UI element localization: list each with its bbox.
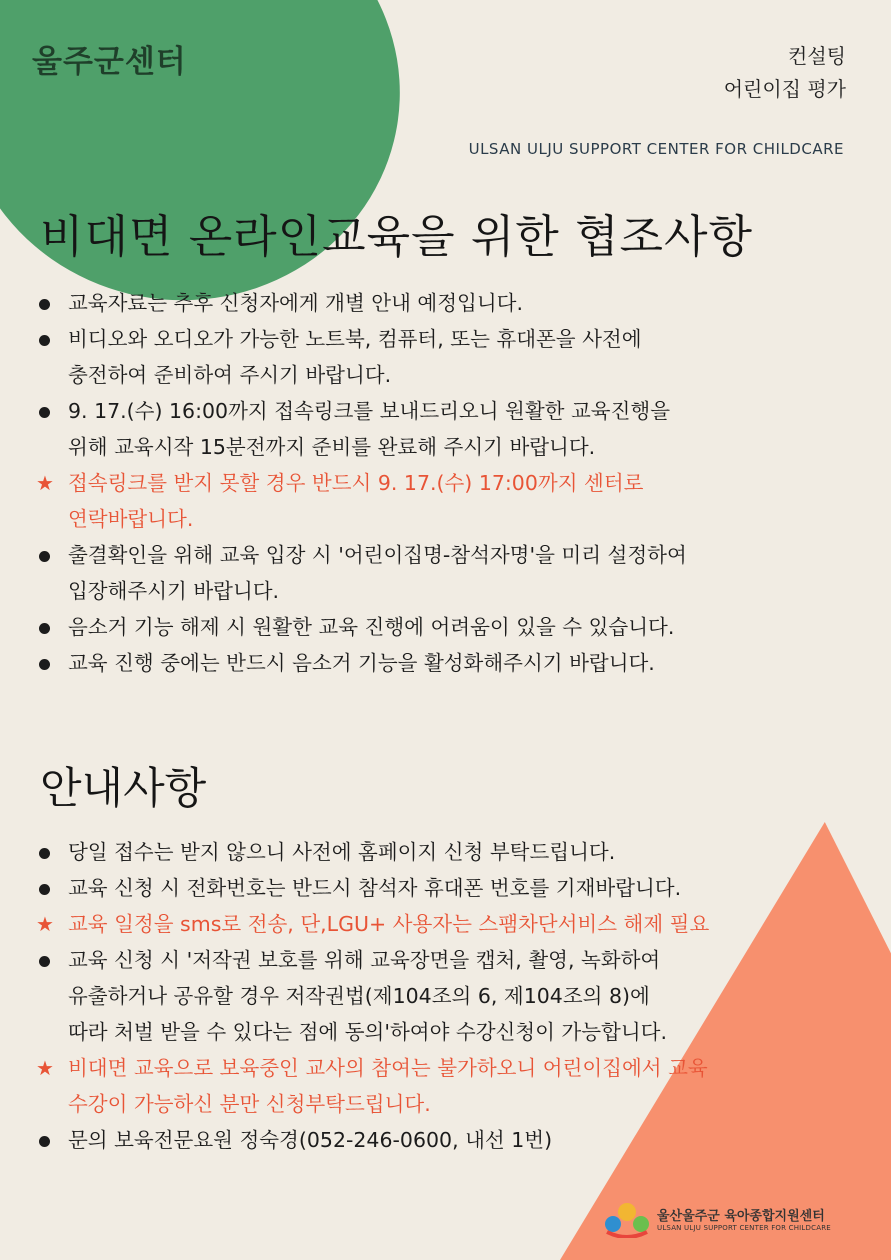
list-item-text: 교육 일정을 sms로 전송, 단,LGU+ 사용자는 스팸차단서비스 해제 필요 <box>68 912 710 936</box>
list-item <box>36 1122 866 1158</box>
list-item <box>36 393 866 465</box>
list-item <box>36 1050 866 1122</box>
list-item-text: 교육 신청 시 '저작권 보호를 위해 교육장면을 캡처, 촬영, 녹화하여 유출하거나 공유할 경우 저작권법(제104조의 6, 제104조의 8)에 따라 처벌 받을 수 있다는 점에 동의'하여야 수강신청이 가능합니다. <box>68 948 667 1044</box>
list-item-text: 문의 보육전문요원 정숙경(052-246-0600, 내선 1번) <box>68 1128 553 1152</box>
list-item <box>36 942 866 1050</box>
list-item-text: 교육자료는 추후 신청자에게 개별 안내 예정입니다. <box>68 291 523 315</box>
logo-korean-name: 울산울주군 육아종합지원센터 <box>657 1208 825 1224</box>
list-item <box>36 285 866 321</box>
bullet-icon <box>36 645 62 681</box>
bullet-icon <box>36 870 62 906</box>
bullet-icon <box>36 942 62 978</box>
english-center-name: ULSAN ULJU SUPPORT CENTER FOR CHILDCARE <box>468 140 844 158</box>
bullet-icon <box>36 393 62 429</box>
list-item <box>36 321 866 393</box>
list-item-text: 당일 접수는 받지 않으니 사전에 홈페이지 신청 부탁드립니다. <box>68 840 616 864</box>
list-item-text: 9. 17.(수) 16:00까지 접속링크를 보내드리오니 원활한 교육진행을 위해 교육시작 15분전까지 준비를 완료해 주시기 바랍니다. <box>68 399 670 459</box>
list-item <box>36 465 866 537</box>
list-item <box>36 537 866 609</box>
list-item-text: 교육 신청 시 전화번호는 반드시 참석자 휴대폰 번호를 기재바랍니다. <box>68 876 682 900</box>
logo-icon <box>603 1198 651 1238</box>
list-item <box>36 645 866 681</box>
brand-title: 울주군센터 <box>32 44 187 80</box>
star-icon: ★ <box>36 1056 54 1080</box>
list-item-text: 비대면 교육으로 보육중인 교사의 참여는 불가하오니 어린이집에서 교육 수강이 가능하신 분만 신청부탁드립니다. <box>68 1056 708 1116</box>
list-item <box>36 870 866 906</box>
bullet-icon <box>36 834 62 870</box>
tag-consulting: 컨설팅 <box>788 44 846 68</box>
section2-list <box>36 834 866 1158</box>
logo-english-name: ULSAN ULJU SUPPORT CENTER FOR CHILDCARE <box>657 1223 831 1232</box>
list-item-text: 비디오와 오디오가 가능한 노트북, 컴퓨터, 또는 휴대폰을 사전에 충전하여 준비하여 주시기 바랍니다. <box>68 327 642 387</box>
center-logo <box>603 1198 831 1238</box>
star-icon: ★ <box>36 471 54 495</box>
list-item <box>36 834 866 870</box>
bullet-icon <box>36 285 62 321</box>
list-item <box>36 906 866 942</box>
list-item-text: 출결확인을 위해 교육 입장 시 '어린이집명-참석자명'을 미리 설정하여 입장해주시기 바랍니다. <box>68 543 687 603</box>
bullet-icon <box>36 537 62 573</box>
section1-list <box>36 285 866 681</box>
bullet-icon <box>36 609 62 645</box>
list-item <box>36 609 866 645</box>
section2-title: 안내사항 <box>40 764 207 814</box>
bullet-icon <box>36 1122 62 1158</box>
bullet-icon <box>36 321 62 357</box>
tag-evaluation: 어린이집 평가 <box>723 77 846 101</box>
list-item-text: 접속링크를 받지 못할 경우 반드시 9. 17.(수) 17:00까지 센터로 연락바랍니다. <box>68 471 644 531</box>
star-icon: ★ <box>36 912 54 936</box>
section1-title: 비대면 온라인교육을 위한 협조사항 <box>40 210 753 263</box>
header-tags <box>724 40 846 106</box>
list-item-text: 교육 진행 중에는 반드시 음소거 기능을 활성화해주시기 바랍니다. <box>68 651 655 675</box>
list-item-text: 음소거 기능 해제 시 원활한 교육 진행에 어려움이 있을 수 있습니다. <box>68 615 675 639</box>
